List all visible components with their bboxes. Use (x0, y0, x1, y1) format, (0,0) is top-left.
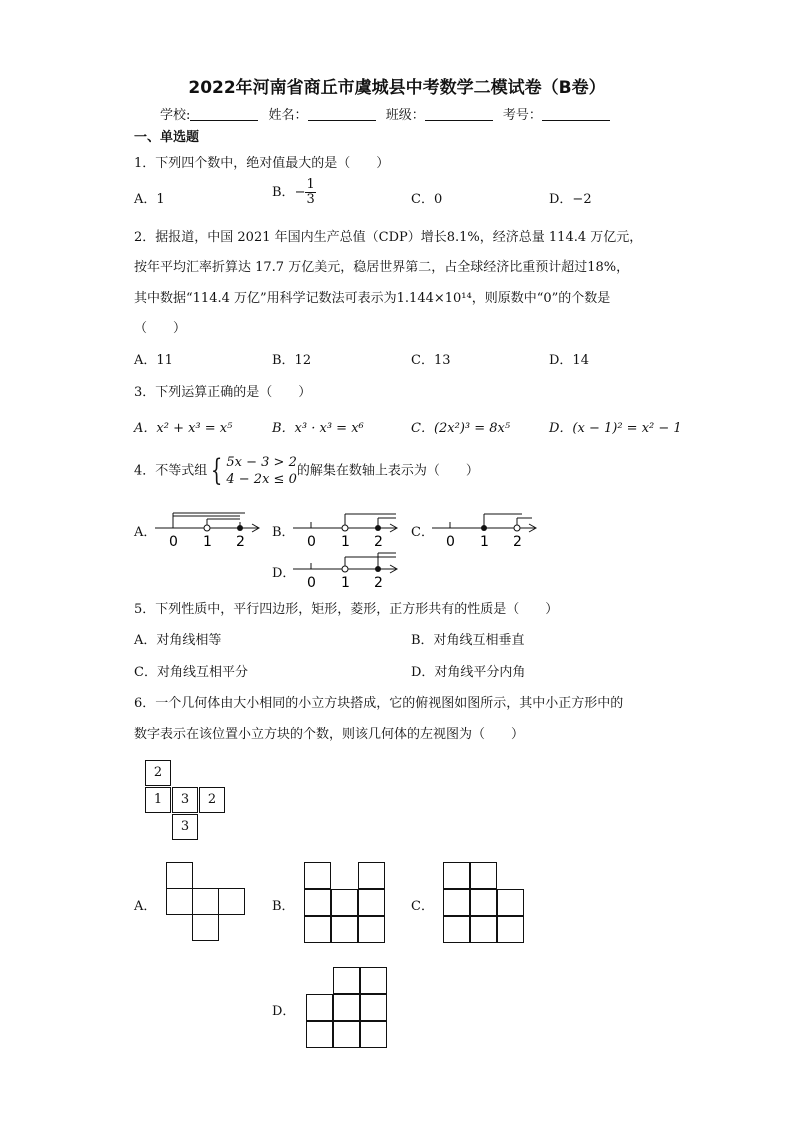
section-heading: 一、单选题 (134, 130, 200, 145)
q4-prefix: 4．不等式组 (134, 463, 208, 479)
q4-option-c-numberline (427, 508, 542, 548)
q1-fraction-denominator: 3 (306, 192, 315, 207)
q1-minus-sign: − (294, 185, 306, 200)
q3-stem: 3．下列运算正确的是（ ） (134, 385, 312, 400)
q4-option-c-label: C． (411, 525, 434, 540)
square (331, 889, 358, 916)
square (333, 994, 360, 1021)
q1-option-a: A．1 (134, 192, 165, 207)
tick-label-2: 2 (513, 534, 522, 548)
square (470, 889, 497, 916)
q5-option-c: C．对角线互相平分 (134, 665, 248, 680)
q4-option-b-label: B． (272, 525, 295, 540)
q6-option-b-label: B． (272, 899, 295, 914)
q6-option-c-label: C． (411, 899, 434, 914)
exam-no-label: 考号： (502, 108, 542, 123)
q1-option-b-label: B． (272, 185, 295, 200)
tick-label-0: 0 (307, 575, 316, 589)
square (166, 862, 193, 889)
q6-option-d-label: D． (272, 1004, 296, 1019)
square (304, 862, 331, 889)
square (358, 889, 385, 916)
q3-option-c: C．(2x²)³ = 8x⁵ (411, 421, 511, 436)
square (470, 862, 497, 889)
square (192, 888, 219, 915)
q6-line-1: 6．一个几何体由大小相同的小立方块搭成，它的俯视图如图所示，其中小正方形中的 (134, 696, 624, 711)
square (192, 914, 219, 941)
square (443, 889, 470, 916)
tick-label-1: 1 (341, 534, 350, 548)
q3-option-b: B．x³ · x³ = x⁶ (272, 421, 364, 436)
q4-option-a-numberline (150, 508, 265, 548)
square (331, 916, 358, 943)
square (360, 994, 387, 1021)
square (306, 1021, 333, 1048)
square (358, 916, 385, 943)
q1-option-d: D．−2 (549, 192, 592, 207)
q2-line-1: 2．据报道，中国 2021 年国内生产总值（CDP）增长8.1%，经济总量 114.4 万亿元， (134, 230, 643, 245)
q3-option-a: A．x² + x³ = x⁵ (134, 421, 233, 436)
q4-option-a-label: A． (134, 525, 157, 540)
square (306, 994, 333, 1021)
q2-line-4: （ ） (134, 321, 187, 336)
square (333, 967, 360, 994)
square (358, 862, 385, 889)
q4-system-row-2: 4 − 2x ≤ 0 (226, 472, 297, 487)
school-label: 学校: (160, 108, 191, 123)
square (443, 916, 470, 943)
tick-label-0: 0 (307, 534, 316, 548)
exam-no-blank (542, 108, 610, 121)
q4-option-d-label: D． (272, 566, 296, 581)
name-label: 姓名： (268, 108, 308, 123)
q4-system-row-1: 5x − 3 > 2 (226, 455, 297, 470)
q2-option-d: D．14 (549, 353, 589, 368)
q1-option-c: C．0 (411, 192, 443, 207)
q4-option-d-numberline (288, 549, 403, 589)
tick-label-1: 1 (203, 534, 212, 548)
q5-option-a: A．对角线相等 (134, 633, 222, 648)
q5-option-d: D．对角线平分内角 (411, 665, 526, 680)
q3-option-d: D．(x − 1)² = x² − 1 (549, 421, 682, 436)
square (360, 967, 387, 994)
q6-line-2: 数字表示在该位置小立方块的个数，则该几何体的左视图为（ ） (134, 727, 525, 742)
q1-fraction-numerator: 1 (306, 177, 315, 192)
q1-option-b (272, 178, 316, 207)
square (304, 889, 331, 916)
q6-option-a-label: A． (134, 899, 157, 914)
square (470, 916, 497, 943)
q2-option-a: A．11 (134, 353, 173, 368)
q2-option-b: B．12 (272, 353, 312, 368)
square (360, 1021, 387, 1048)
tick-label-2: 2 (236, 534, 245, 548)
q4-brace: { (211, 453, 223, 488)
student-info-line (160, 104, 616, 123)
top-view-cell: 1 (145, 787, 171, 813)
page-title: 2022年河南省商丘市虞城县中考数学二模试卷（B卷） (188, 78, 606, 98)
top-view-cell: 2 (199, 787, 225, 813)
q1-fraction (305, 178, 315, 207)
q4-stem (134, 454, 479, 488)
school-blank (190, 108, 258, 121)
tick-label-2: 2 (374, 534, 383, 548)
square (304, 916, 331, 943)
class-label: 班级： (385, 108, 425, 123)
top-view-cell: 3 (172, 787, 198, 813)
name-blank (308, 108, 376, 121)
q4-suffix: 的解集在数轴上表示为（ ） (296, 463, 479, 479)
q2-line-2: 按年平均汇率折算达 17.7 万亿美元，稳居世界第二，占全球经济比重预计超过18%， (134, 260, 630, 275)
q4-system (226, 454, 296, 488)
q1-stem: 1．下列四个数中，绝对值最大的是（ ） (134, 156, 390, 171)
q4-option-b-numberline (288, 508, 403, 548)
square (218, 888, 245, 915)
square (497, 889, 524, 916)
top-view-cell: 3 (172, 814, 198, 840)
square (333, 1021, 360, 1048)
q5-stem: 5．下列性质中，平行四边形，矩形，菱形，正方形共有的性质是（ ） (134, 602, 559, 617)
tick-label-1: 1 (341, 575, 350, 589)
class-blank (425, 108, 493, 121)
q5-option-b: B．对角线互相垂直 (411, 633, 525, 648)
square (497, 916, 524, 943)
q2-option-c: C．13 (411, 353, 451, 368)
q2-line-3: 其中数据“114.4 万亿”用科学记数法可表示为1.144×10¹⁴，则原数中“0”的个数是 (134, 291, 611, 306)
tick-label-0: 0 (446, 534, 455, 548)
tick-label-1: 1 (480, 534, 489, 548)
square (443, 862, 470, 889)
tick-label-2: 2 (374, 575, 383, 589)
square (166, 888, 193, 915)
tick-label-0: 0 (169, 534, 178, 548)
top-view-cell: 2 (145, 760, 171, 786)
